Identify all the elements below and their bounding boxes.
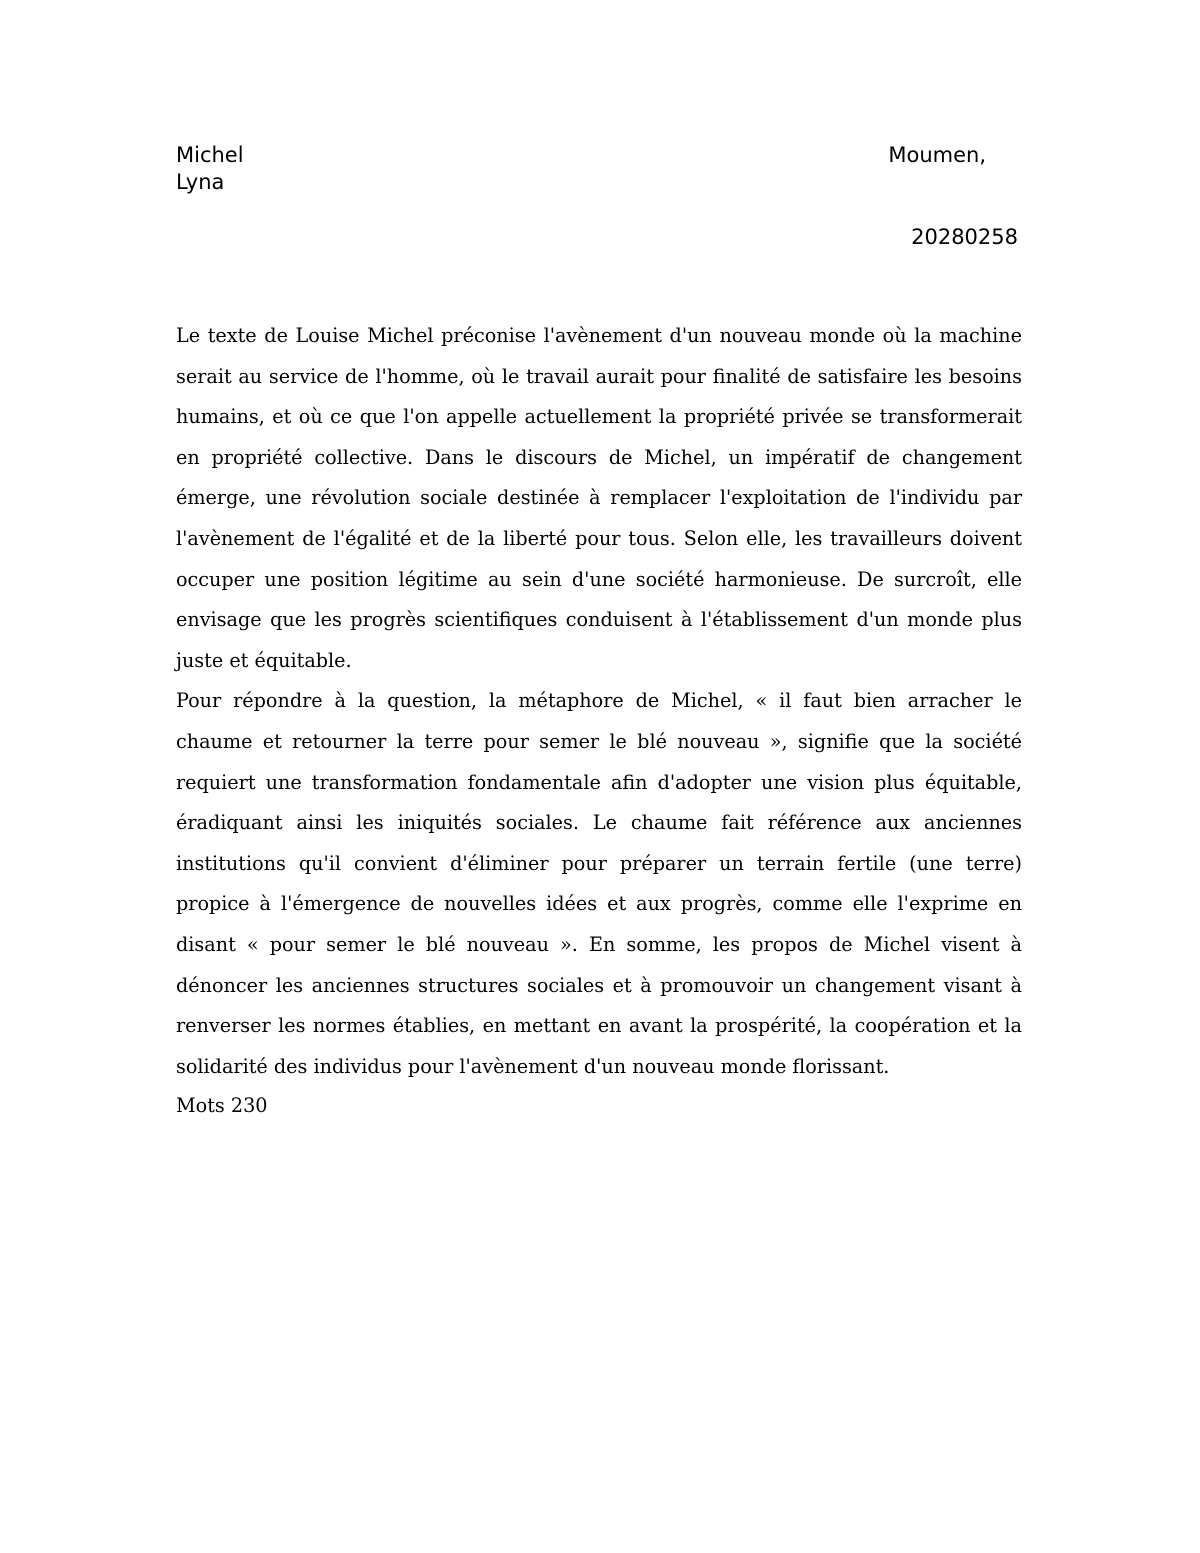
author-line [176, 142, 1022, 169]
document-body [176, 316, 1022, 1087]
paragraph: Pour répondre à la question, la métaphore de Michel, « il faut bien arracher le chaume et retourner la terre pour semer le blé nouveau », signifie que la société requiert une transformation fondamentale afin d'adopter une vision plus équitable, éradiquant ainsi les iniquités sociales. Le chaume fait référence aux anciennes institutions qu'il convient d'éliminer pour préparer un terrain fertile (une terre) propice à l'émergence de nouvelles idées et aux progrès, comme elle l'exprime en disant « pour semer le blé nouveau ». En somme, les propos de Michel visent à dénoncer les anciennes structures sociales et à promouvoir un changement visant à renverser les normes établies, en mettant en avant la prospérité, la coopération et la solidarité des individus pour l'avènement d'un nouveau monde florissant. [176, 689, 1022, 1078]
document-header [176, 142, 1022, 249]
paragraph: Le texte de Louise Michel préconise l'avènement d'un nouveau monde où la machine serait au service de l'homme, où le travail aurait pour finalité de satisfaire les besoins humains, et où ce que l'on appelle actuellement la propriété privée se transformerait en propriété collective. Dans le discours de Michel, un impératif de changement émerge, une révolution sociale destinée à remplacer l'exploitation de l'individu par l'avènement de l'égalité et de la liberté pour tous. Selon elle, les travailleurs doivent occuper une position légitime au sein d'une société harmonieuse. De surcroît, elle envisage que les progrès scientifiques conduisent à l'établissement d'un monde plus juste et équitable. [176, 324, 1022, 672]
author-first-name: Michel [176, 143, 244, 167]
student-id: 20280258 [911, 225, 1018, 249]
author-last-name: Moumen, [888, 143, 986, 167]
author-second-name: Lyna [176, 170, 225, 194]
word-count: Mots 230 [176, 1094, 268, 1117]
